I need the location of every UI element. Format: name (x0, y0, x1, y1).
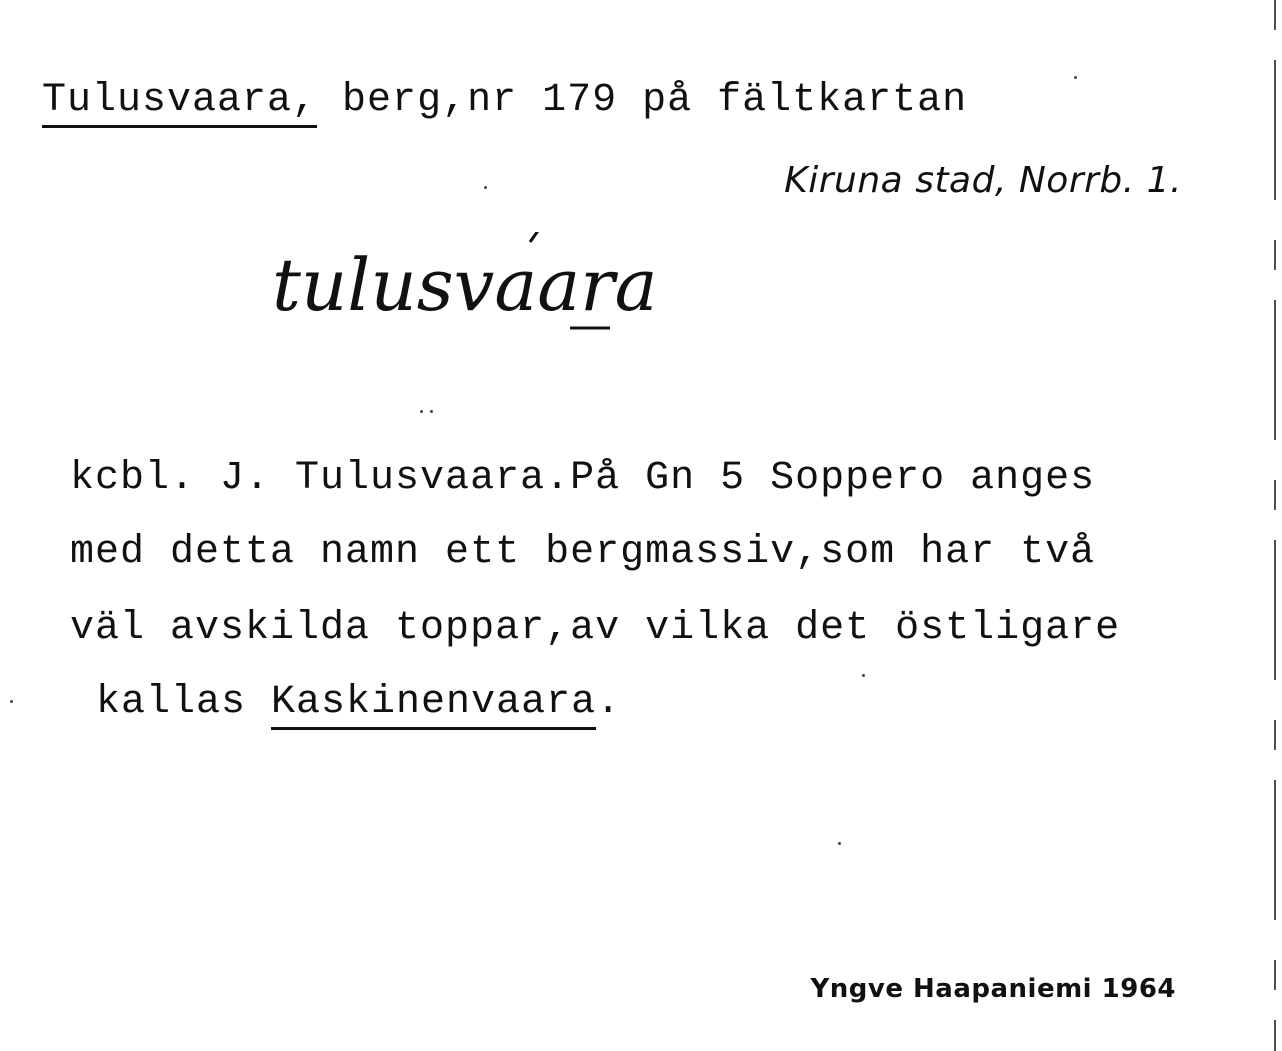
title-line (42, 78, 967, 123)
stress-mark (530, 232, 540, 242)
body-line-3: väl avskilda toppar,av vilka det östligare (70, 606, 1121, 651)
scan-speck (1074, 76, 1077, 79)
scan-speck (862, 674, 865, 677)
handwritten-pronunciation (262, 232, 732, 342)
scan-speck (484, 186, 487, 189)
signature: Yngve Haapaniemi 1964 (810, 974, 1176, 1004)
title-description: berg,nr 179 på fältkartan (317, 78, 968, 123)
handwritten-text: tulusvaara (272, 243, 658, 327)
scan-speck (420, 410, 423, 413)
card-edge-line (1274, 0, 1276, 1051)
scan-speck (430, 410, 433, 413)
location-label: Kiruna stad, Norrb. 1. (784, 160, 1182, 201)
scan-speck (838, 842, 841, 845)
body-line-4-prefix: kallas (96, 680, 272, 725)
scan-speck (10, 700, 13, 703)
body-line-1: kcbl. J. Tulusvaara.På Gn 5 Soppero anges (70, 456, 1096, 501)
headword: Tulusvaara, (42, 78, 317, 128)
body-line-4-suffix: . (596, 680, 622, 725)
body-line-4 (96, 680, 621, 725)
body-line-2: med detta namn ett bergmassiv,som har två (70, 530, 1096, 575)
related-name: Kaskinenvaara (271, 680, 596, 730)
